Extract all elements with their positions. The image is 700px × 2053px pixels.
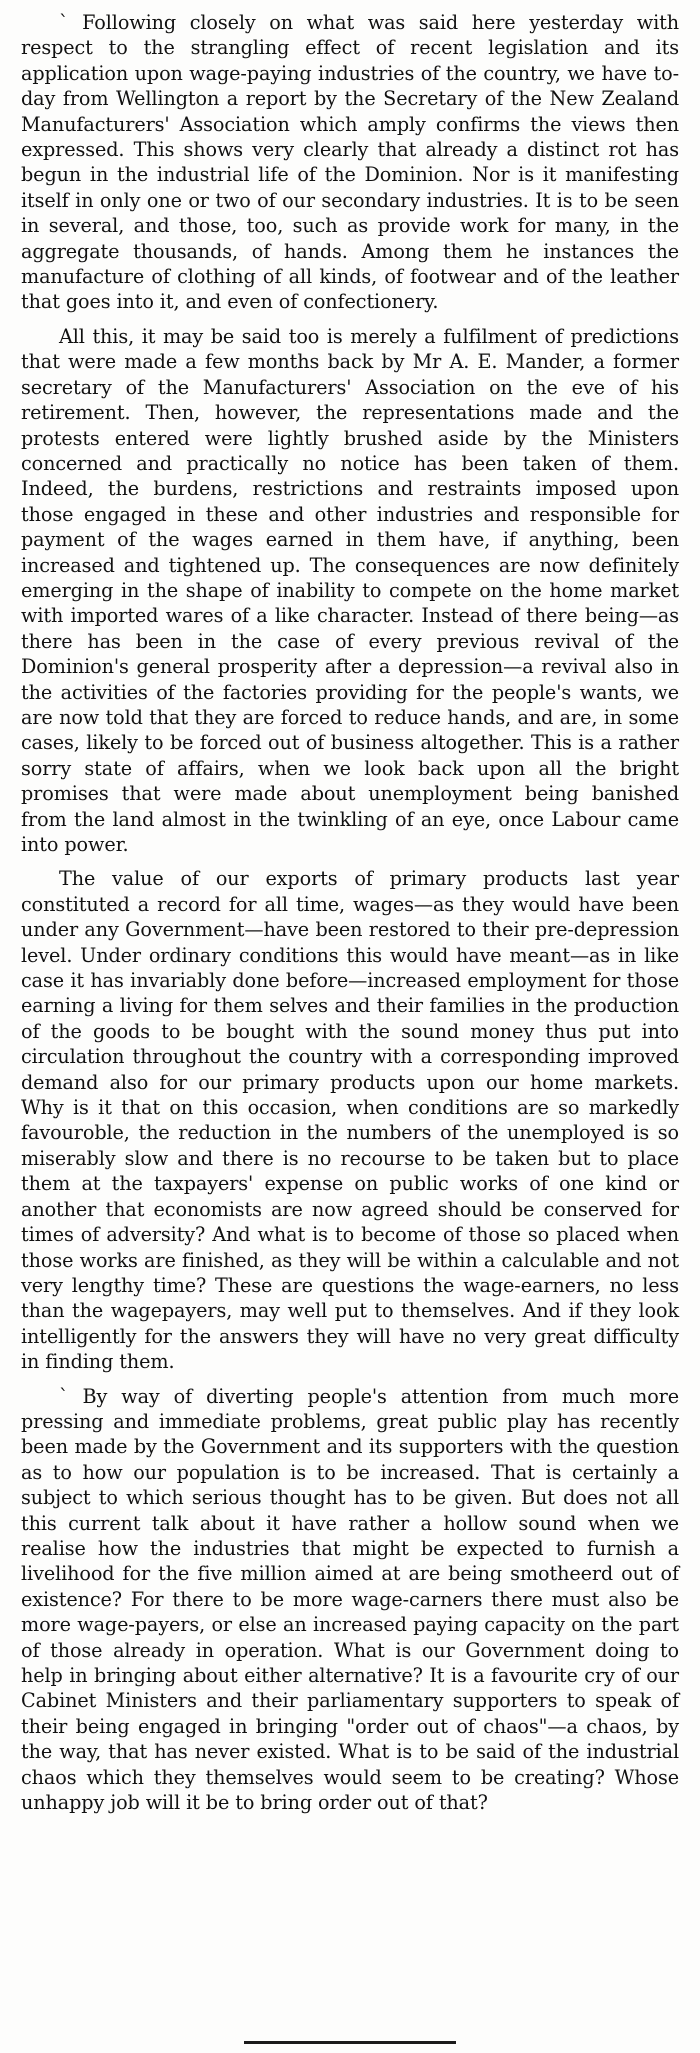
paragraph-3: The value of our exports of primary products last year constituted a record for all time, wages—as they would have been under any Government—have been restored to their pre-depression level. Under ordinary conditions this would have meant—as in like case it has invariably done before—increased employment for those earning a living for them selves and their families in the production of the goods to be bought with the sound money thus put into circulation throughout the country with a corresponding improved demand also for our primary products upon our home markets. Why is it that on this occasion, when conditions are so markedly favouroble, the reduction in the numbers of the unemployed is so miserably slow and there is no recourse to be taken but to place them at the taxpayers' expense on public works of one kind or another that economists are now agreed should be conserved for times of adversity? And what is to become of those so placed when those works are finished, as they will be within a calculable and not very lengthy time? These are questions the wage-earners, no less than the wagepayers, may well put to themselves. And if they look intelligently for the answers they will have no very great difficulty in finding them. (21, 867, 679, 1374)
paragraph-1: ` Following closely on what was said here yesterday with respect to the strangling effect of recent legislation and its application upon wage-paying industries of the country, we have to-day from Wellington a report by the Secretary of the New Zealand Manufacturers' Association which amply confirms the views then expressed. This shows very clearly that already a distinct rot has begun in the industrial life of the Dominion. Nor is it manifesting itself in only one or two of our secondary industries. It is to be seen in several, and those, too, such as provide work for many, in the aggregate thousands, of hands. Among them he instances the manufacture of clothing of all kinds, of footwear and of the leather that goes into it, and even of confectionery. (21, 11, 679, 314)
paragraph-4: ` By way of diverting people's attention from much more pressing and immediate problems, great public play has recently been made by the Government and its supporters with the question as to how our population is to be increased. That is certainly a subject to which serious thought has to be given. But does not all this current talk about it have rather a hollow sound when we realise how the industries that might be expected to furnish a livelihood for the five million aimed at are being smotheerd out of existence? For there to be more wage-carners there must also be more wage-payers, or else an increased paying capacity on the part of those already in operation. What is our Government doing to help in bringing about either alternative? It is a favourite cry of our Cabinet Ministers and their parliamentary supporters to speak of their being engaged in bringing "order out of chaos"—a chaos, by the way, that has never existed. What is to be said of the industrial chaos which they themselves would seem to be creating? Whose unhappy job will it be to bring order out of that? (21, 1384, 679, 1815)
editorial-column (21, 10, 679, 1824)
paragraph-2: All this, it may be said too is merely a fulfilment of predictions that were made a few months back by Mr A. E. Mander, a former secretary of the Manufacturers' Association on the eve of his retirement. Then, however, the representations made and the protests entered were lightly brushed aside by the Ministers concerned and practically no notice has been taken of them. Indeed, the burdens, restrictions and restraints imposed upon those engaged in these and other industries and responsible for payment of the wages earned in them have, if anything, been increased and tightened up. The consequences are now definitely emerging in the shape of inability to compete on the home market with imported wares of a like character. Instead of there being—as there has been in the case of every previous revival of the Dominion's general prosperity after a depression—a revival also in the activities of the factories providing for the people's wants, we are now told that they are forced to reduce hands, and are, in some cases, likely to be forced out of business altogether. This is a rather sorry state of affairs, when we look back upon all the bright promises that were made about unemployment being banished from the land almost in the twinkling of an eye, once Labour came into power. (21, 324, 679, 856)
end-rule-divider (244, 2041, 456, 2044)
